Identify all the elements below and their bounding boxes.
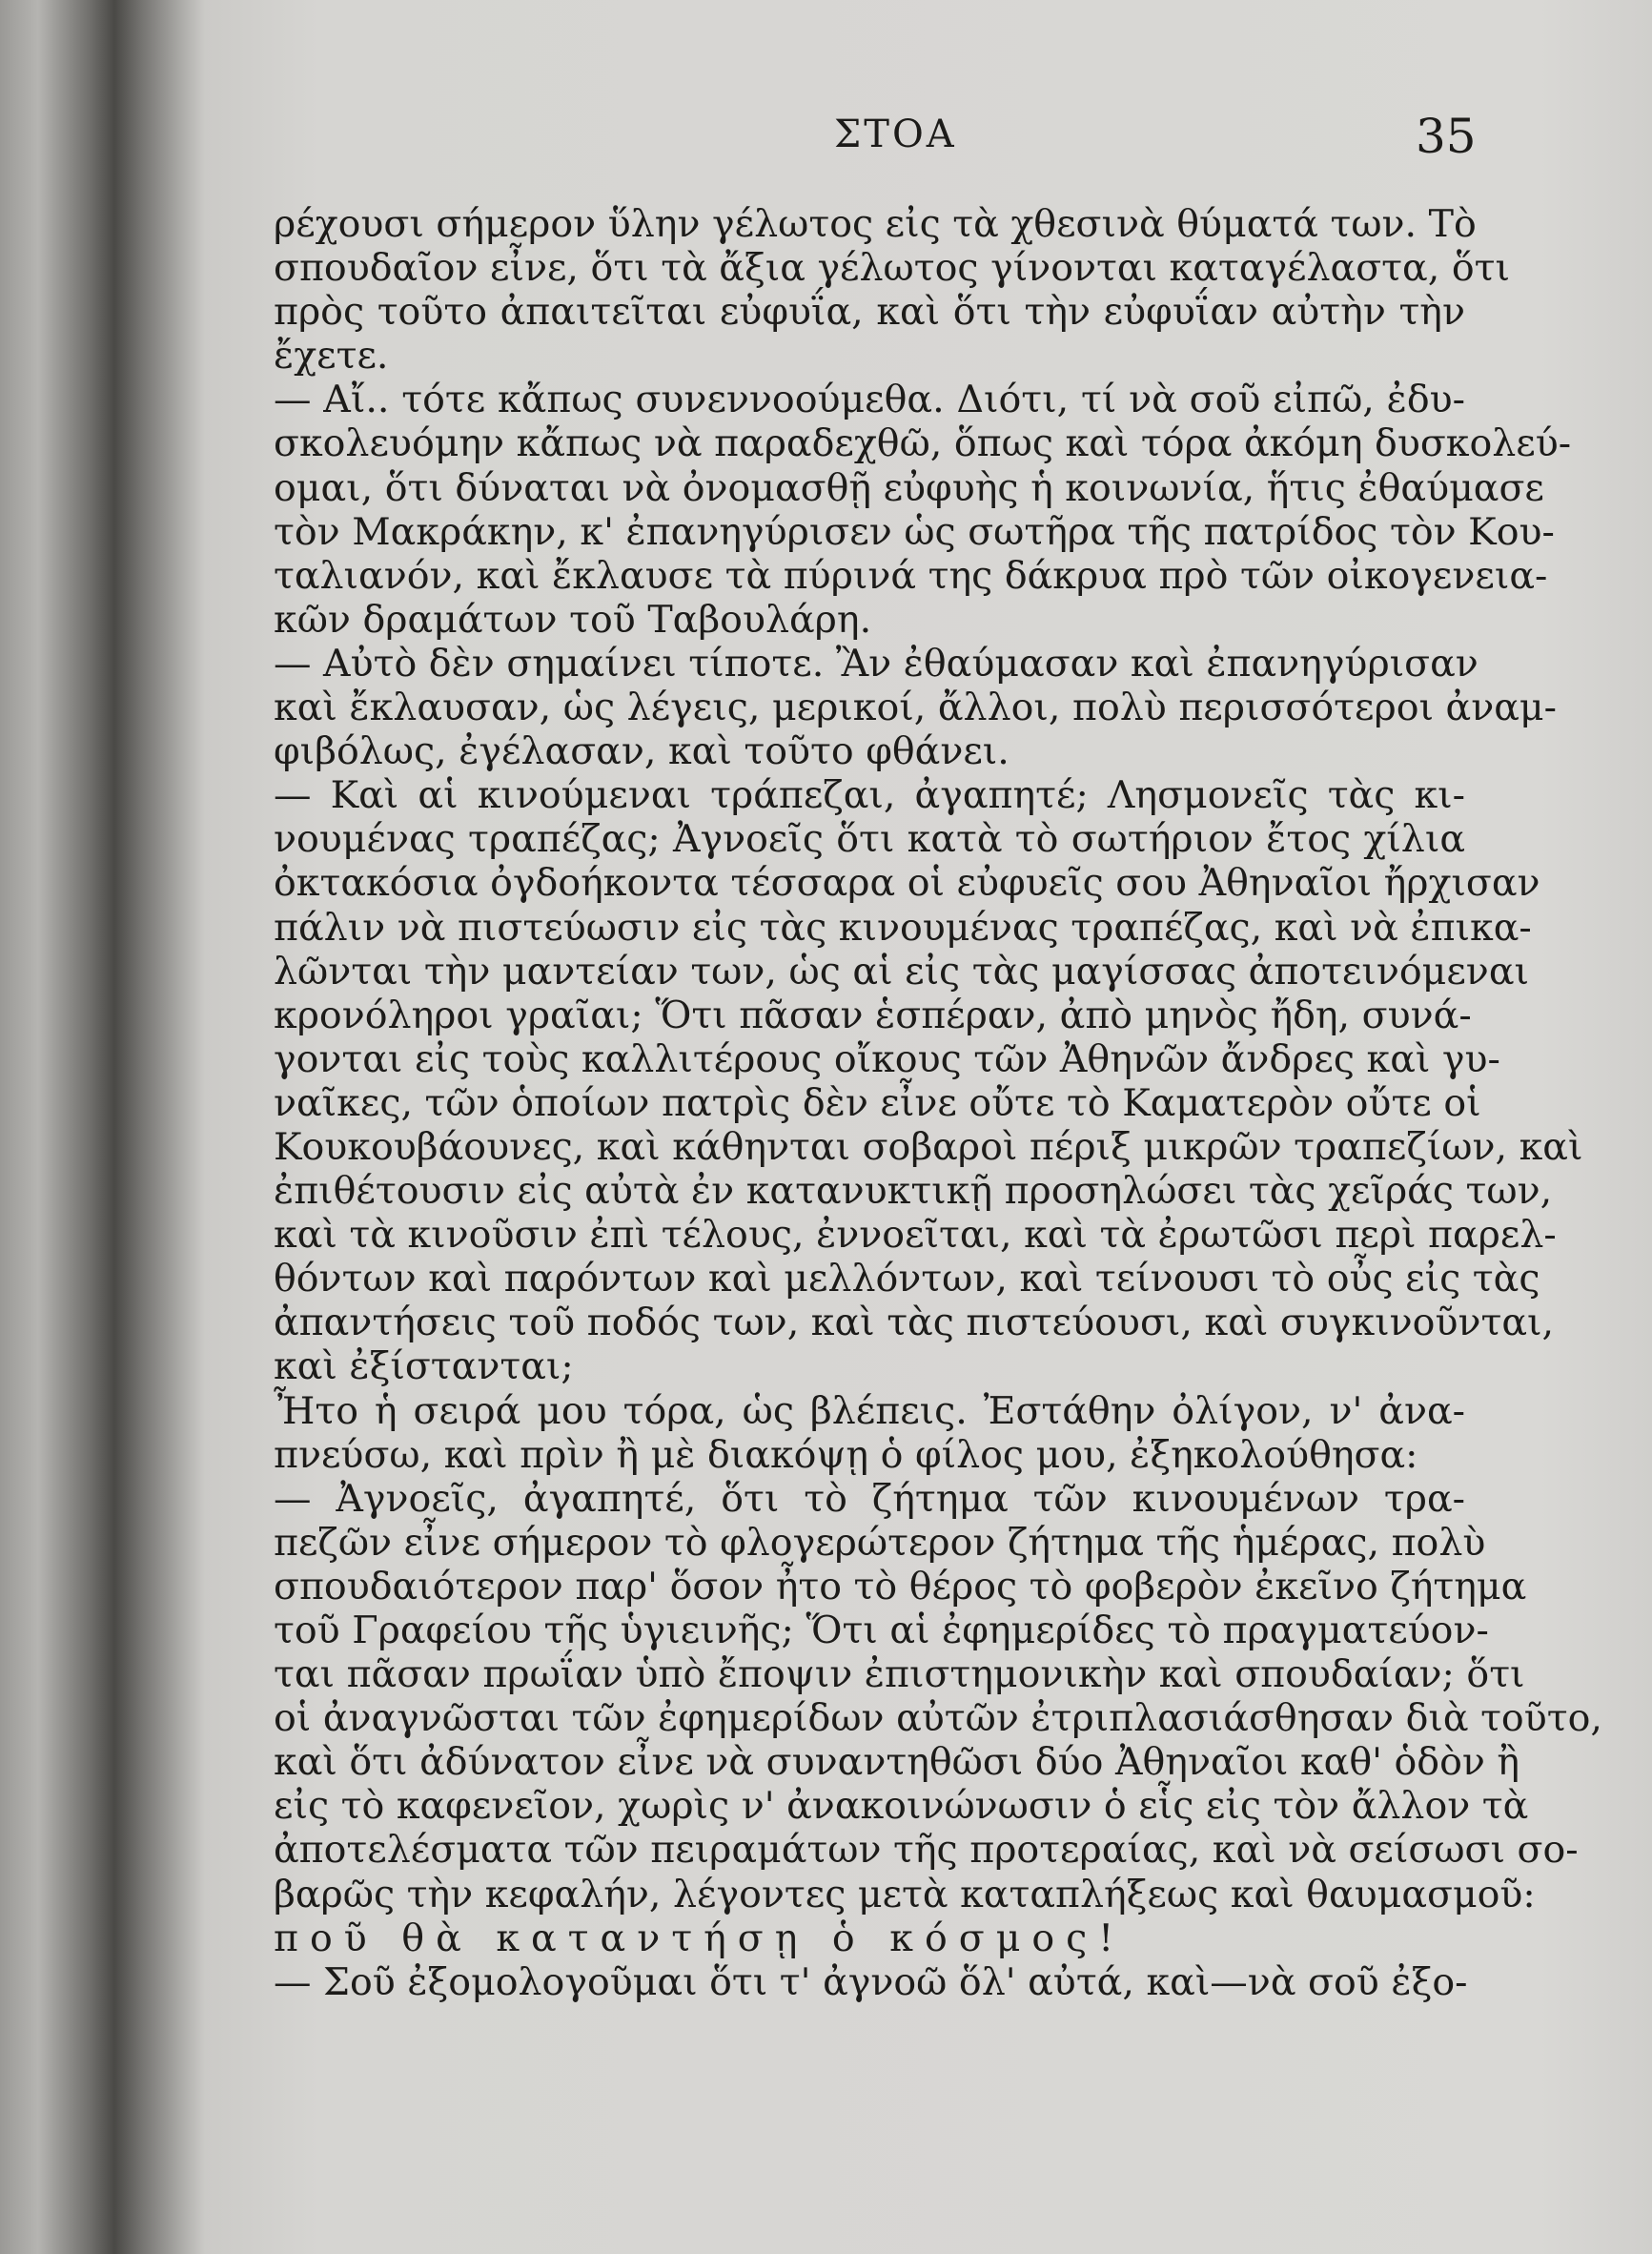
text-line: ποῦ θὰ καταντήσῃ ὁ κόσμος!: [274, 1916, 1126, 1960]
text-line: σπουδαιότερον παρ' ὅσον ἦτο τὸ θέρος τὸ φοβερὸν ἐκεῖνο ζήτημα: [274, 1564, 1527, 1609]
text-line: κῶν δραμάτων τοῦ Ταβουλάρη.: [274, 597, 872, 642]
text-line: πάλιν νὰ πιστεύωσιν εἰς τὰς κινουμένας τραπέζας, καὶ νὰ ἐπικα-: [274, 905, 1532, 950]
text-line: ἀποτελέσματα τῶν πειραμάτων τῆς προτεραίας, καὶ νὰ σείσωσι σο-: [274, 1828, 1579, 1873]
text-line: οἱ ἀναγνῶσται τῶν ἐφημερίδων αὐτῶν ἐτριπλασιάσθησαν διὰ τοῦτο,: [274, 1696, 1602, 1741]
text-line: πεζῶν εἶνε σήμερον τὸ φλογερώτερον ζήτημα τῆς ἡμέρας, πολὺ: [274, 1520, 1486, 1565]
text-line: τὸν Μακράκην, κ' ἐπανηγύρισεν ὡς σωτῆρα τῆς πατρίδος τὸν Κου-: [274, 509, 1555, 554]
body-text: [274, 202, 1602, 2004]
text-line: ναῖκες, τῶν ὁποίων πατρὶς δὲν εἶνε οὔτε τὸ Καματερὸν οὔτε οἱ: [274, 1080, 1481, 1125]
text-line: — Αὐτὸ δὲν σημαίνει τίποτε. Ἂν ἐθαύμασαν καὶ ἐπανηγύρισαν: [274, 641, 1479, 686]
text-line: πνεύσω, καὶ πρὶν ἢ μὲ διακόψῃ ὁ φίλος μου, ἐξηκολούθησα:: [274, 1432, 1418, 1477]
text-line: ἀπαντήσεις τοῦ ποδός των, καὶ τὰς πιστεύουσι, καὶ συγκινοῦνται,: [274, 1301, 1555, 1345]
text-line: σκολευόμην κἄπως νὰ παραδεχθῶ, ὅπως καὶ τόρα ἀκόμη δυσκολεύ-: [274, 421, 1572, 466]
text-line: — Ἀγνοεῖς, ἀγαπητέ, ὅτι τὸ ζήτημα τῶν κινουμένων τρα-: [274, 1476, 1465, 1521]
text-line: ται πᾶσαν πρωΐαν ὑπὸ ἔποψιν ἐπιστημονικὴν καὶ σπουδαίαν; ὅτι: [274, 1652, 1525, 1697]
book-page: [205, 0, 1652, 2254]
text-line: σπουδαῖον εἶνε, ὅτι τὰ ἄξια γέλωτος γίνονται καταγέλαστα, ὅτι: [274, 246, 1510, 291]
text-line: Κουκουβάουνες, καὶ κάθηνται σοβαροὶ πέριξ μικρῶν τραπεζίων, καὶ: [274, 1124, 1583, 1169]
text-line: καὶ ἔκλαυσαν, ὡς λέγεις, μερικοί, ἄλλοι, πολὺ περισσότεροι ἀναμ-: [274, 686, 1557, 730]
text-line: τοῦ Γραφείου τῆς ὑγιεινῆς; Ὅτι αἱ ἐφημερίδες τὸ πραγματεύον-: [274, 1609, 1489, 1652]
text-line: ὀκτακόσια ὀγδοήκοντα τέσσαρα οἱ εὐφυεῖς σου Ἀθηναῖοι ἤρχισαν: [274, 861, 1540, 906]
text-line: εἰς τὸ καφενεῖον, χωρὶς ν' ἀνακοινώνωσιν ὁ εἷς εἰς τὸν ἄλλον τὰ: [274, 1784, 1529, 1829]
text-line: — Καὶ αἱ κινούμεναι τράπεζαι, ἀγαπητέ; Λησμονεῖς τὰς κι-: [274, 773, 1465, 818]
text-line: ταλιανόν, καὶ ἔκλαυσε τὰ πύρινά της δάκρυα πρὸ τῶν οἰκογενεια-: [274, 553, 1548, 598]
text-line: ἐπιθέτουσιν εἰς αὐτὰ ἐν κατανυκτικῇ προσηλώσει τὰς χεῖράς των,: [274, 1169, 1553, 1214]
text-line: θόντων καὶ παρόντων καὶ μελλόντων, καὶ τείνουσι τὸ οὖς εἰς τὰς: [274, 1257, 1540, 1301]
text-line: — Αἴ.. τότε κἄπως συνεννοούμεθα. Διότι, τί νὰ σοῦ εἰπῶ, ἐδυ-: [274, 378, 1465, 422]
text-line: νουμένας τραπέζας; Ἀγνοεῖς ὅτι κατὰ τὸ σωτήριον ἔτος χίλια: [274, 817, 1465, 862]
text-line: Ἦτο ἡ σειρά μου τόρα, ὡς βλέπεις. Ἐστάθην ὀλίγον, ν' ἀνα-: [274, 1388, 1465, 1433]
text-line: φιβόλως, ἐγέλασαν, καὶ τοῦτο φθάνει.: [274, 729, 1010, 774]
text-line: βαρῶς τὴν κεφαλήν, λέγοντες μετὰ καταπλήξεως καὶ θαυμασμοῦ:: [274, 1872, 1536, 1916]
page-header: [205, 109, 1477, 170]
text-line: πρὸς τοῦτο ἀπαιτεῖται εὐφυΐα, καὶ ὅτι τὴν εὐφυΐαν αὐτὴν τὴν: [274, 290, 1465, 335]
text-line: καὶ ἐξίστανται;: [274, 1344, 574, 1389]
text-line: — Σοῦ ἐξομολογοῦμαι ὅτι τ' ἀγνοῶ ὅλ' αὐτά, καὶ—νὰ σοῦ ἐξο-: [274, 1959, 1468, 2004]
book-spine-gutter: [0, 0, 205, 2254]
text-line: καὶ τὰ κινοῦσιν ἐπὶ τέλους, ἐννοεῖται, καὶ τὰ ἐρωτῶσι περὶ παρελ-: [274, 1213, 1557, 1258]
running-title: ΣΤΟΑ: [834, 113, 957, 156]
page-number: 35: [1416, 109, 1477, 164]
text-line: ρέχουσι σήμερον ὕλην γέλωτος εἰς τὰ χθεσινὰ θύματά των. Τὸ: [274, 202, 1477, 246]
text-line: ομαι, ὅτι δύναται νὰ ὀνομασθῇ εὐφυὴς ἡ κοινωνία, ἥτις ἐθαύμασε: [274, 465, 1544, 510]
text-line: λῶνται τὴν μαντείαν των, ὡς αἱ εἰς τὰς μαγίσσας ἀποτεινόμεναι: [274, 949, 1529, 994]
text-line: ἔχετε.: [274, 334, 389, 379]
text-line: κρονόληροι γραῖαι; Ὅτι πᾶσαν ἑσπέραν, ἀπὸ μηνὸς ἤδη, συνά-: [274, 993, 1472, 1037]
text-line: καὶ ὅτι ἀδύνατον εἶνε νὰ συναντηθῶσι δύο Ἀθηναῖοι καθ' ὁδὸν ἢ: [274, 1740, 1520, 1785]
text-line: γονται εἰς τοὺς καλλιτέρους οἴκους τῶν Ἀθηνῶν ἄνδρες καὶ γυ-: [274, 1036, 1500, 1081]
